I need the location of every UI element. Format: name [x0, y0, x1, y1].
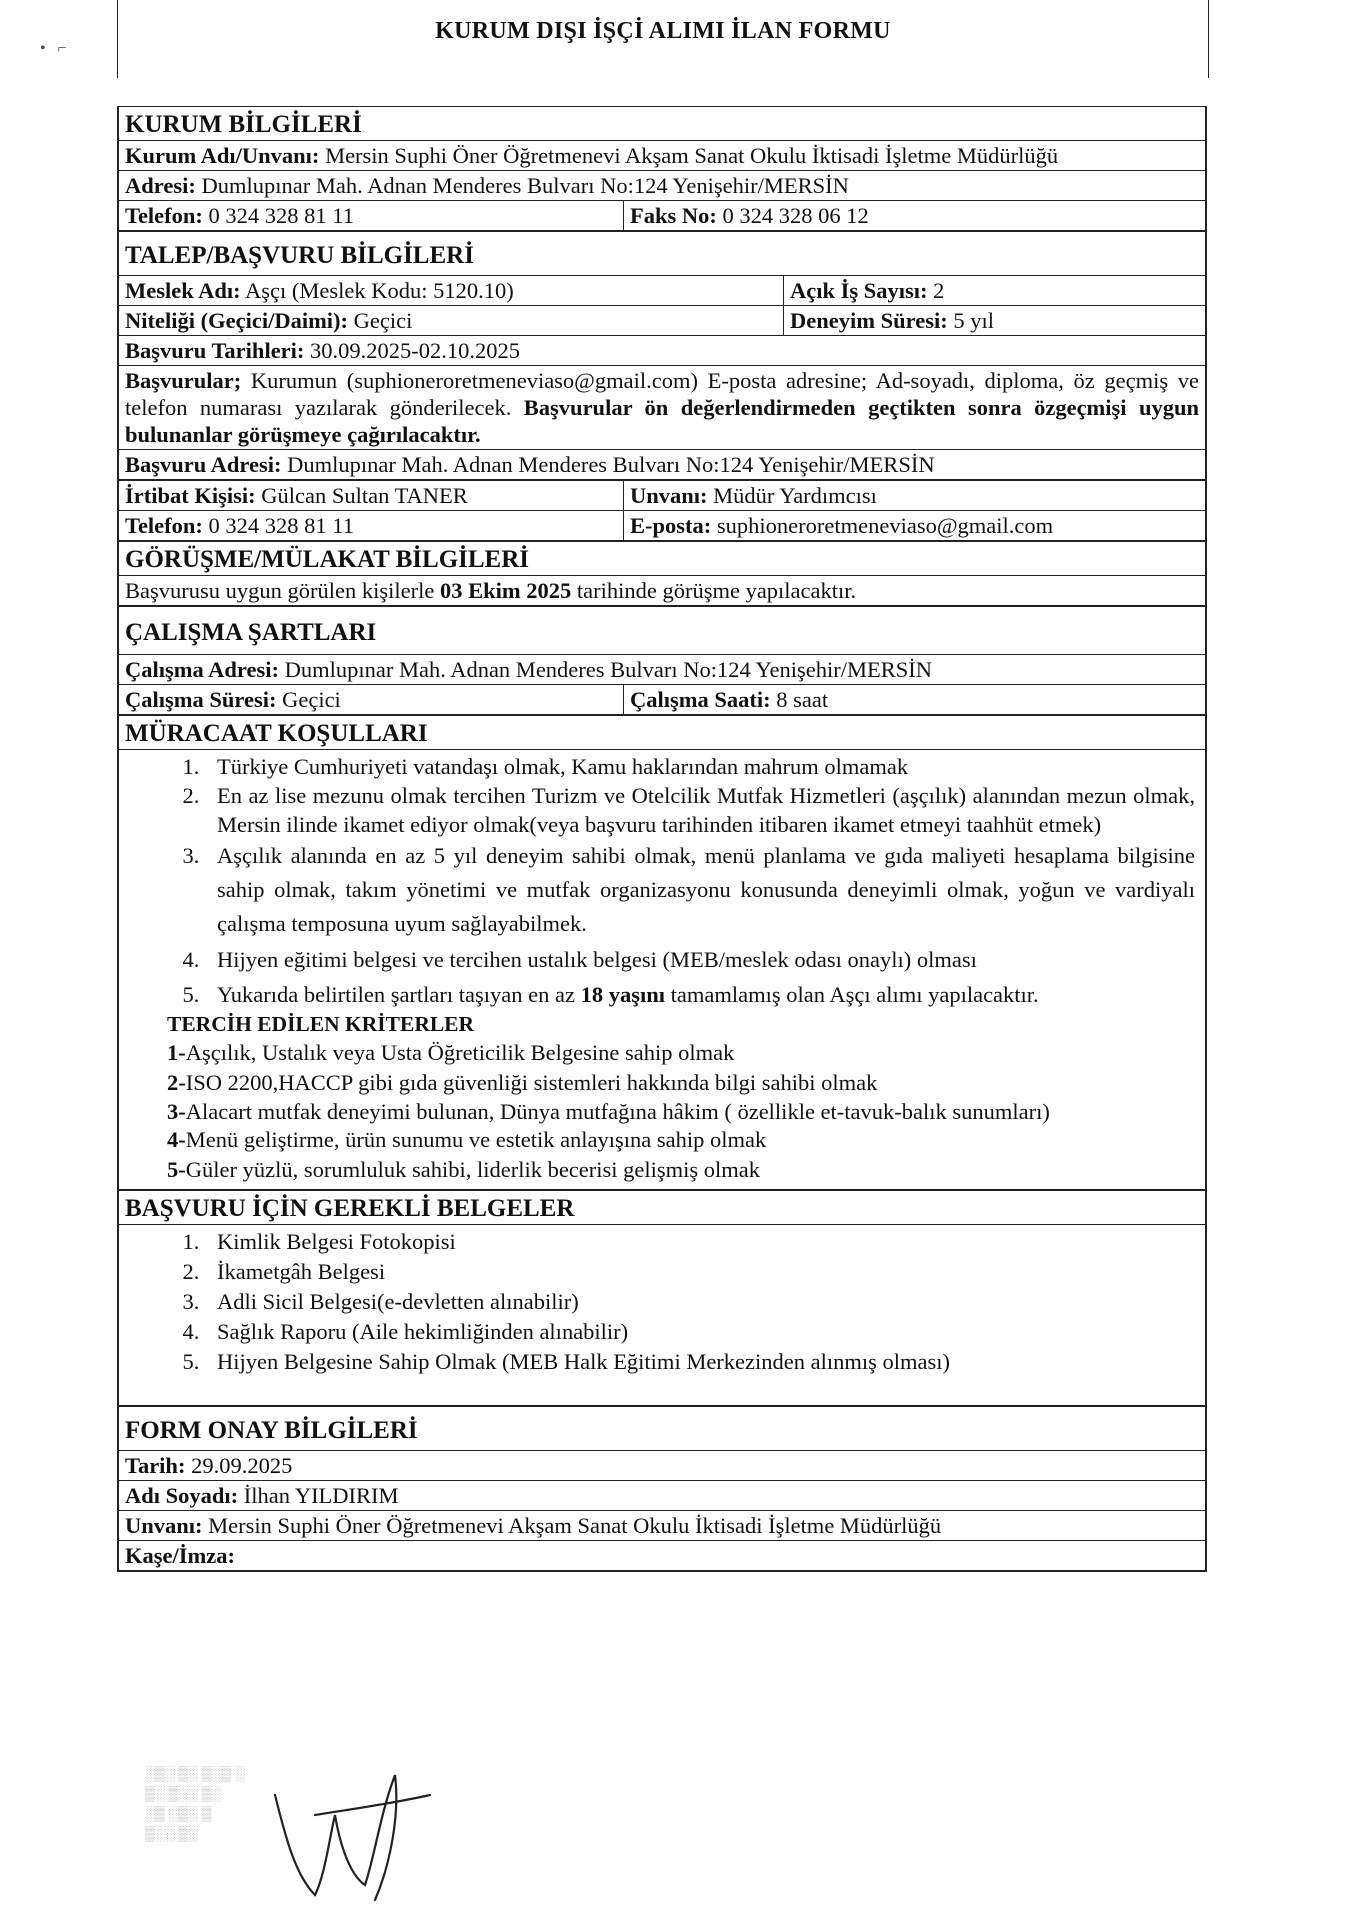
gorusme-text-a: Başvurusu uygun görülen kişilerle — [125, 578, 440, 603]
irtibat-telefon-cell — [119, 511, 624, 541]
deneyim-value: 5 yıl — [947, 308, 994, 333]
gorusme-table — [118, 541, 1206, 606]
onay-unvan-row — [119, 1511, 1206, 1541]
basvuru-tarih-value: 30.09.2025-02.10.2025 — [304, 338, 521, 363]
onay-tarih-label: Tarih: — [125, 1453, 186, 1478]
irtibat-table — [118, 480, 1206, 541]
kurum-faks-value: 0 324 328 06 12 — [716, 203, 869, 228]
onay-tarih-row — [119, 1451, 1206, 1481]
muracaat-item5-a: Yukarıda belirtilen şartları taşıyan en az — [217, 982, 581, 1007]
acik-is-label: Açık İş Sayısı: — [790, 278, 928, 303]
tercih-item — [167, 1155, 1195, 1185]
onay-adi-value: İlhan YILDIRIM — [238, 1483, 399, 1508]
tercih-item — [167, 1038, 1195, 1068]
gorusme-row — [119, 576, 1206, 606]
kurum-faks-label: Faks No: — [630, 203, 717, 228]
calisma-adres-row — [119, 655, 1206, 685]
muracaat-section-heading: MÜRACAAT KOŞULLARI — [119, 716, 1206, 750]
muracaat-body — [119, 750, 1206, 1190]
calisma-saat-value: 8 saat — [770, 687, 829, 712]
muracaat-item — [205, 980, 1195, 1009]
irtibat-cell — [119, 481, 624, 511]
kurum-faks-cell — [624, 201, 1206, 231]
belgeler-table — [118, 1190, 1206, 1406]
basvurular-text: Kurumun (suphioneroretmeneviaso@gmail.com) E-posta adresine; Ad-soyadı, diploma, öz geçmiş ve telefon numarası yazılarak gönderilecek. — [125, 368, 1199, 420]
form-body — [117, 106, 1207, 1572]
tercih-title: TERCİH EDİLEN KRİTERLER — [167, 1012, 475, 1036]
belge-item: 2. İkametgâh Belgesi — [205, 1257, 1195, 1287]
calisma-saat-label: Çalışma Saati: — [630, 687, 771, 712]
tercih-item — [167, 1068, 1195, 1098]
basvurular-label: Başvurular; — [125, 368, 242, 393]
calisma-table — [118, 606, 1206, 715]
signature-icon — [255, 1755, 455, 1905]
deneyim-label: Deneyim Süresi: — [790, 308, 948, 333]
kurum-adres-label: Adresi: — [125, 173, 196, 198]
onay-adi-label: Adı Soyadı: — [125, 1483, 239, 1508]
kurum-adres-row — [119, 171, 1206, 201]
tercih-item — [167, 1098, 1195, 1125]
onay-adi-row — [119, 1481, 1206, 1511]
irtibat-eposta-cell — [624, 511, 1206, 541]
calisma-sure-label: Çalışma Süresi: — [125, 687, 277, 712]
scan-mark: • ⌐ — [40, 40, 67, 57]
irtibat-eposta-value: suphioneroretmeneviaso@gmail.com — [711, 513, 1054, 538]
belge-item: 3. Adli Sicil Belgesi(e-devletten alınabilir) — [205, 1287, 1195, 1317]
tercih-text: Güler yüzlü, sorumluluk sahibi, liderlik becerisi gelişmiş olmak — [185, 1157, 761, 1182]
calisma-sure-value: Geçici — [276, 687, 341, 712]
belgeler-list — [119, 1225, 1205, 1405]
tercih-text: Aşçılık, Ustalık veya Usta Öğreticilik Belgesine sahip olmak — [185, 1040, 735, 1065]
muracaat-item5-b: tamamlamış olan Aşçı alımı yapılacaktır. — [665, 982, 1039, 1007]
kurum-adi-value: Mersin Suphi Öner Öğretmenevi Akşam Sanat Okulu İktisadi İşletme Müdürlüğü — [319, 143, 1059, 168]
tercih-num: 2- — [167, 1070, 186, 1095]
muracaat-item5-bold: 18 yaşını — [580, 982, 666, 1007]
acik-is-value: 2 — [927, 278, 945, 303]
calisma-adres-label: Çalışma Adresi: — [125, 657, 279, 682]
tercih-num: 4- — [167, 1127, 186, 1152]
nitelik-label: Niteliği (Geçici/Daimi): — [125, 308, 349, 333]
meslek-cell — [119, 276, 784, 306]
stamp-residue: ░▒░ ▒░ ▒░▒ ░ ▒░ ▒░░ ▒░ ░▒ ░▒░ ▒ ▒░░ ▒░ — [145, 1767, 245, 1842]
muracaat-item: 3. Aşçılık alanında en az 5 yıl deneyim sahibi olmak, menü planlama ve gıda maliyeti hesaplama bilgisine sahip olmak, takım yönetimi ve mutfak organizasyonu konusunda deneyimli olmak, yoğun ve vardiyalı çalışma temposuna uyum sağlayabilmek. — [205, 839, 1195, 941]
onay-unvan-label: Unvanı: — [125, 1513, 203, 1538]
calisma-sure-cell — [119, 685, 624, 715]
talep-section-heading: TALEP/BAŞVURU BİLGİLERİ — [119, 232, 1206, 276]
onay-unvan-value: Mersin Suphi Öner Öğretmenevi Akşam Sanat Okulu İktisadi İşletme Müdürlüğü — [202, 1513, 942, 1538]
belgeler-body — [119, 1225, 1206, 1406]
kurum-adres-value: Dumlupınar Mah. Adnan Menderes Bulvarı No:124 Yenişehir/MERSİN — [195, 173, 849, 198]
belge-item: 4. Sağlık Raporu (Aile hekimliğinden alınabilir) — [205, 1317, 1195, 1347]
gorusme-date: 03 Ekim 2025 — [439, 578, 572, 603]
nitelik-value: Geçici — [348, 308, 413, 333]
form-title: KURUM DIŞI İŞÇİ ALIMI İLAN FORMU — [435, 18, 891, 44]
kurum-telefon-label: Telefon: — [125, 203, 203, 228]
basvuru-adres-row — [119, 450, 1206, 480]
tercih-item — [167, 1125, 1195, 1155]
kurum-adi-row — [119, 141, 1206, 171]
calisma-saat-cell — [624, 685, 1206, 715]
title-bar — [117, 0, 1209, 78]
talep-table — [118, 231, 1206, 480]
belgeler-section-heading: BAŞVURU İÇİN GEREKLİ BELGELER — [119, 1191, 1206, 1225]
kurum-telefon-value: 0 324 328 81 11 — [202, 203, 354, 228]
acik-is-cell — [784, 276, 1206, 306]
kurum-table — [118, 106, 1206, 231]
onay-table — [118, 1406, 1206, 1571]
muracaat-item: 4. Hijyen eğitimi belgesi ve tercihen ustalık belgesi (MEB/meslek odası onaylı) olması — [205, 945, 1195, 974]
irtibat-telefon-label: Telefon: — [125, 513, 203, 538]
belge-item: 1. Kimlik Belgesi Fotokopisi — [205, 1227, 1195, 1257]
irtibat-value: Gülcan Sultan TANER — [255, 483, 468, 508]
kurum-adi-label: Kurum Adı/Unvanı: — [125, 143, 320, 168]
belge-item: 5. Hijyen Belgesine Sahip Olmak (MEB Halk Eğitimi Merkezinden alınmış olması) — [205, 1347, 1195, 1377]
tercih-num: 5- — [167, 1157, 186, 1182]
gorusme-text-b: tarihinde görüşme yapılacaktır. — [571, 578, 857, 603]
kurum-section-heading: KURUM BİLGİLERİ — [119, 107, 1206, 141]
meslek-label: Meslek Adı: — [125, 278, 241, 303]
onay-kase-row — [119, 1541, 1206, 1571]
irtibat-telefon-value: 0 324 328 81 11 — [202, 513, 354, 538]
onay-kase-label: Kaşe/İmza: — [125, 1543, 235, 1568]
basvuru-tarih-row — [119, 336, 1206, 366]
nitelik-cell — [119, 306, 784, 336]
muracaat-list — [119, 750, 1205, 1011]
gorusme-section-heading: GÖRÜŞME/MÜLAKAT BİLGİLERİ — [119, 542, 1206, 576]
calisma-section-heading: ÇALIŞMA ŞARTLARI — [119, 607, 1206, 655]
tercih-text: Menü geliştirme, ürün sunumu ve estetik anlayışına sahip olmak — [185, 1127, 767, 1152]
basvuru-adres-value: Dumlupınar Mah. Adnan Menderes Bulvarı No:124 Yenişehir/MERSİN — [281, 452, 935, 477]
tercih-num: 1- — [167, 1040, 186, 1065]
basvurular-row — [119, 366, 1206, 450]
onay-section-heading: FORM ONAY BİLGİLERİ — [119, 1407, 1206, 1451]
kurum-telefon-cell — [119, 201, 624, 231]
basvuru-tarih-label: Başvuru Tarihleri: — [125, 338, 305, 363]
deneyim-cell — [784, 306, 1206, 336]
form-page — [117, 18, 1207, 1572]
muracaat-item: 1. Türkiye Cumhuriyeti vatandaşı olmak, Kamu haklarından mahrum olmamak — [205, 752, 1195, 781]
muracaat-table — [118, 715, 1206, 1190]
tercih-block — [119, 1011, 1205, 1189]
basvuru-adres-label: Başvuru Adresi: — [125, 452, 282, 477]
irtibat-unvan-label: Unvanı: — [630, 483, 708, 508]
basvurular-bold-text: Başvurular ön değerlendirmeden geçtikten sonra özgeçmişi uygun bulunanlar görüşmeye çağırılacaktır. — [125, 395, 1199, 447]
tercih-num: 3- — [167, 1099, 186, 1124]
tercih-text: Alacart mutfak deneyimi bulunan, Dünya mutfağına hâkim ( özellikle et-tavuk-balık sunumları) — [185, 1099, 1050, 1124]
muracaat-item: 2. En az lise mezunu olmak tercihen Turizm ve Otelcilik Mutfak Hizmetleri (aşçılık) alanından mezun olmak, Mersin ilinde ikamet ediyor olmak(veya başvuru tarihinden itibaren ikamet etmeyi taahhüt etmek) — [205, 781, 1195, 839]
irtibat-unvan-value: Müdür Yardımcısı — [707, 483, 877, 508]
irtibat-label: İrtibat Kişisi: — [125, 483, 256, 508]
tercih-text: ISO 2200,HACCP gibi gıda güvenliği sistemleri hakkında bilgi sahibi olmak — [185, 1070, 878, 1095]
calisma-adres-value: Dumlupınar Mah. Adnan Menderes Bulvarı No:124 Yenişehir/MERSİN — [278, 657, 933, 682]
meslek-value: Aşçı (Meslek Kodu: 5120.10) — [240, 278, 514, 303]
irtibat-unvan-cell — [624, 481, 1206, 511]
onay-tarih-value: 29.09.2025 — [185, 1453, 293, 1478]
irtibat-eposta-label: E-posta: — [630, 513, 712, 538]
